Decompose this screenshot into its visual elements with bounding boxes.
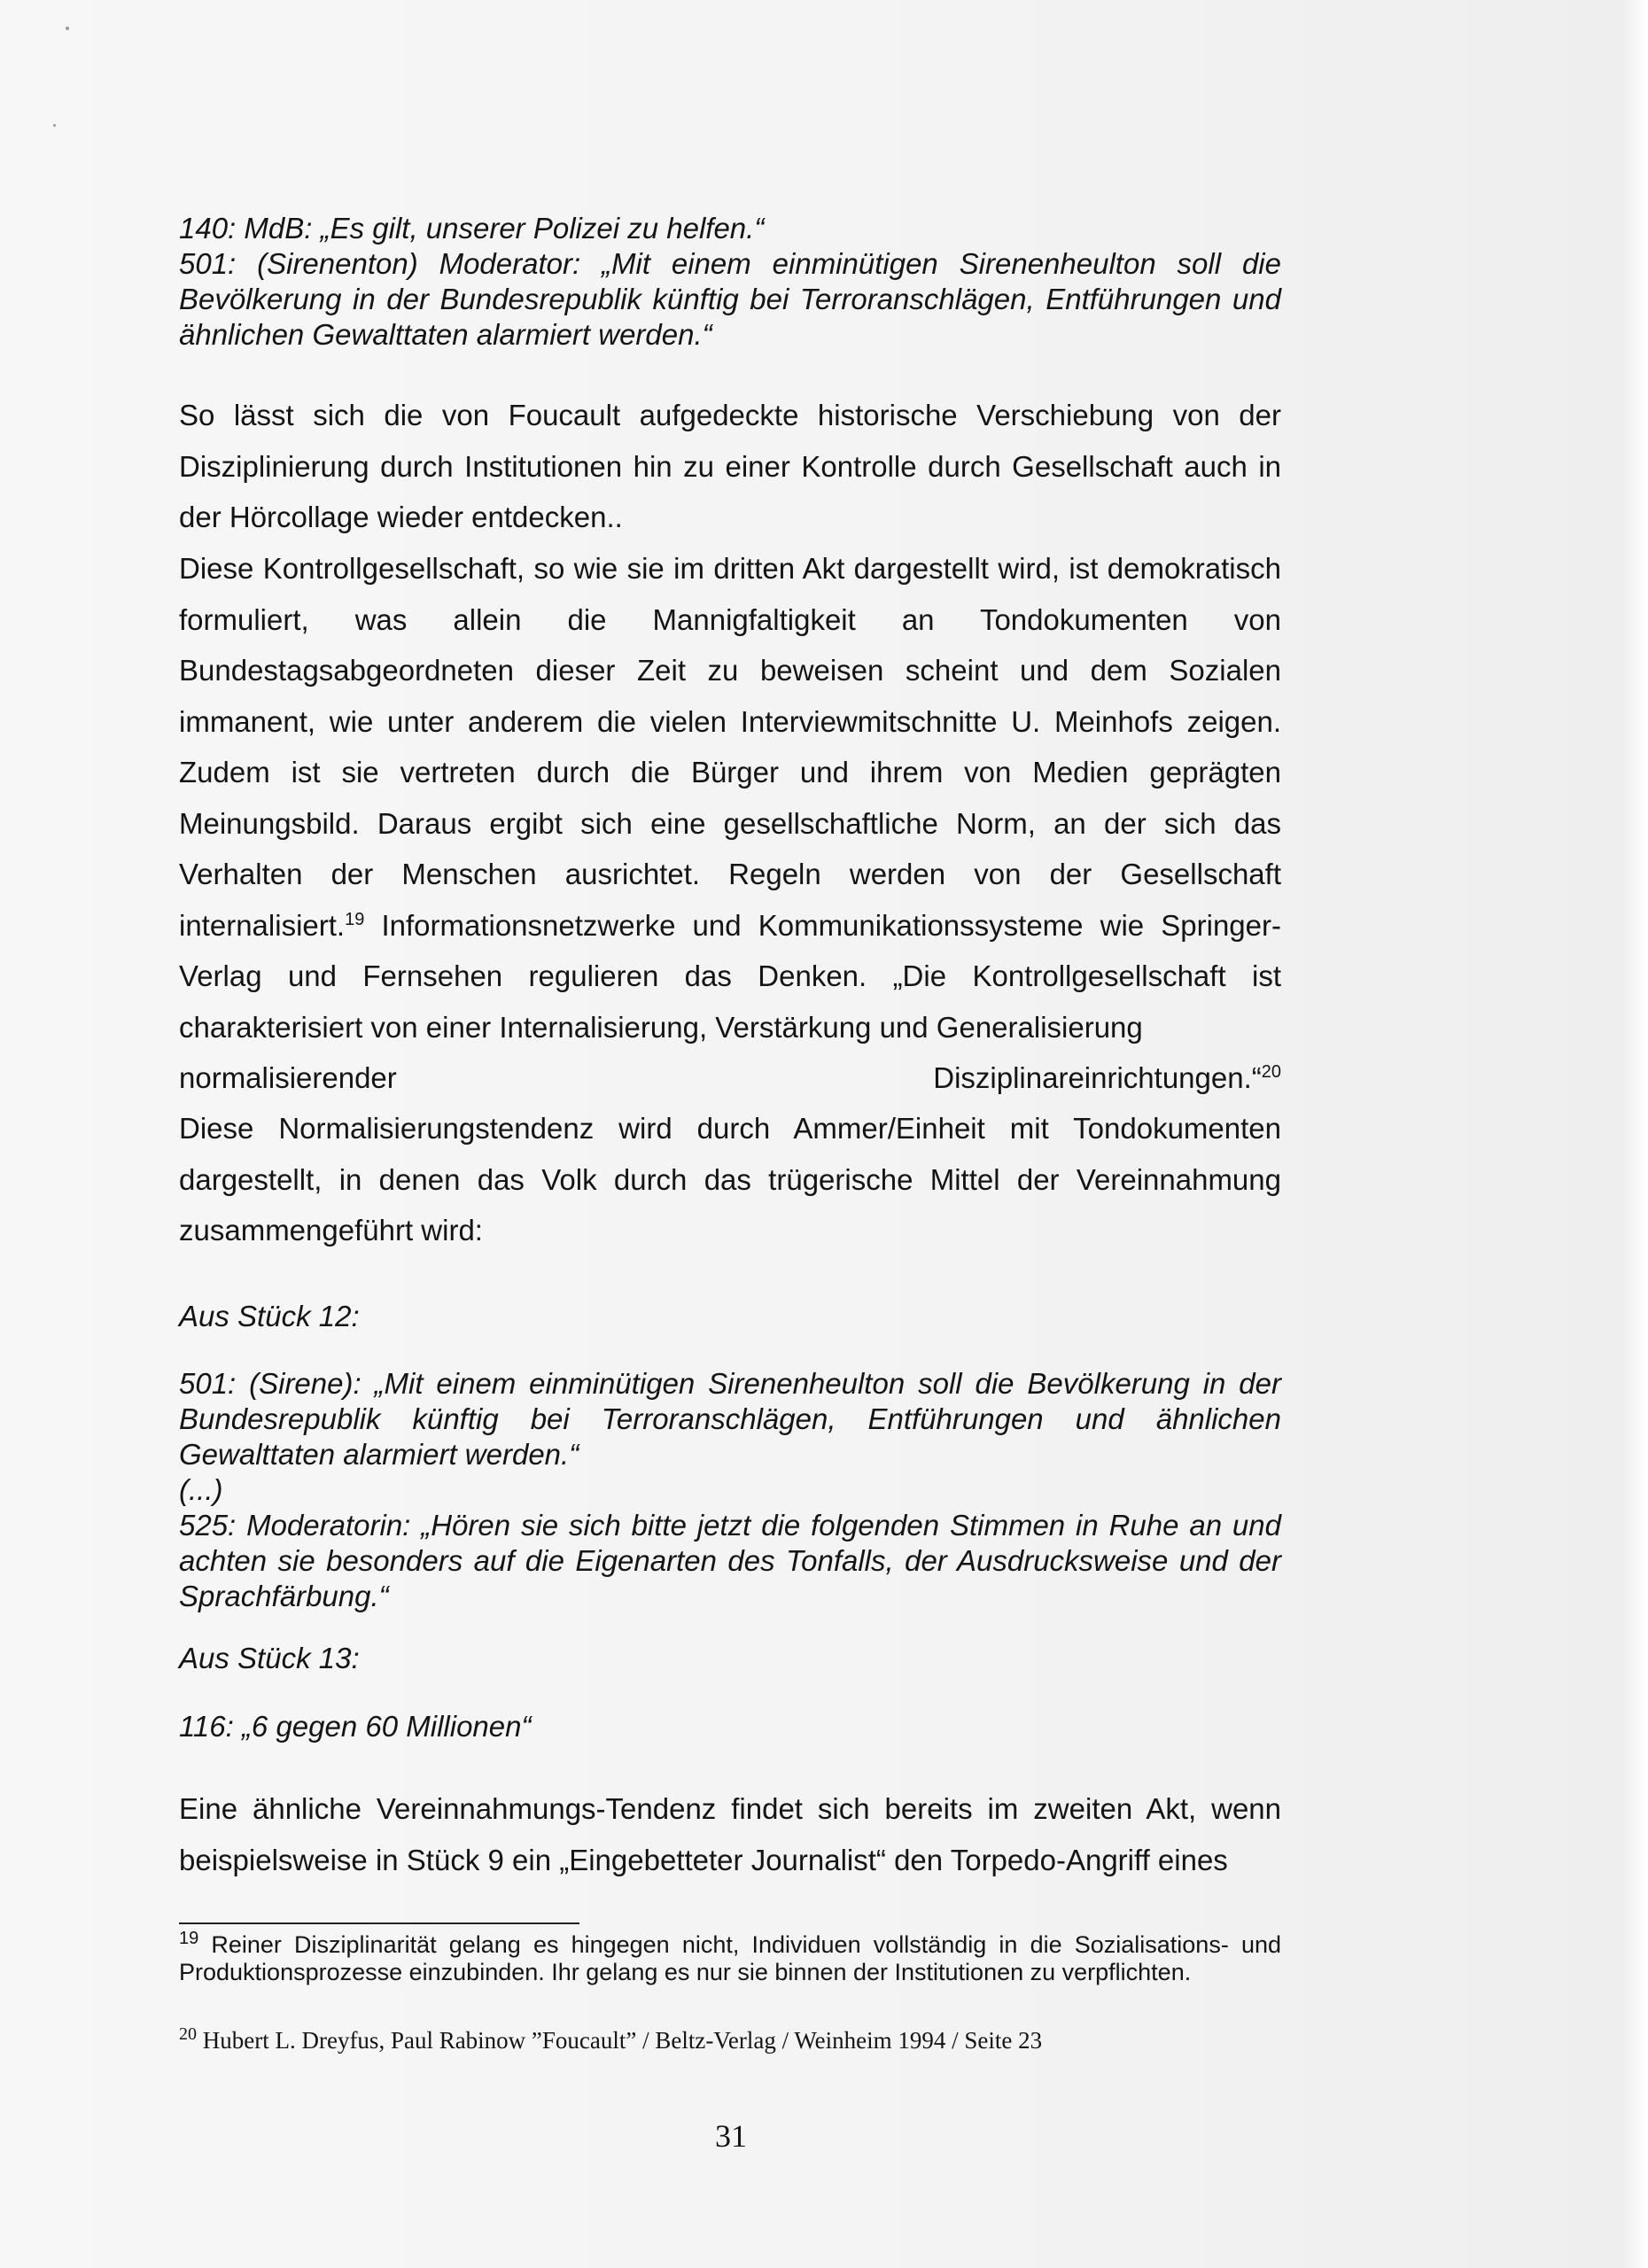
footnote-20 — [179, 2024, 1281, 2054]
footnote-number: 19 — [179, 1929, 199, 1948]
footnote-ref-20[interactable]: 20 — [1261, 1062, 1281, 1082]
quote-line: 501: (Sirene): „Mit einem einminütigen Sirenenheulton soll die Bevölkerung in der Bundesrepublik künftig bei Terroranschlägen, Entführungen und ähnlichen Gewalttaten alarmiert werden.“ — [179, 1367, 1281, 1471]
scan-speck — [66, 27, 69, 30]
footnote-number: 20 — [179, 2024, 197, 2044]
quote-ellipsis: (...) — [179, 1473, 223, 1506]
paragraph-1 — [179, 390, 1281, 543]
quote-line: 501: (Sirenenton) Moderator: „Mit einem einminütigen Sirenenheulton soll die Bevölkerung in der Bundesrepublik künftig bei Terroranschlägen, Entführungen und ähnlichen Gewalttaten alarmiert werden.“ — [179, 247, 1281, 351]
scan-speck — [53, 124, 56, 127]
stueck-13-quotes — [179, 1709, 1281, 1744]
footnote-text: Hubert L. Dreyfus, Paul Rabinow ”Foucault” / Beltz-Verlag / Weinheim 1994 / Seite 23 — [197, 2027, 1043, 2054]
paragraph-text: Eine ähnliche Vereinnahmungs-Tendenz findet sich bereits im zweiten Akt, wenn beispielsweise in Stück 9 ein „Eingebetteter Journalist“ den Torpedo-Angriff eines — [179, 1792, 1281, 1876]
footnote-ref-19[interactable]: 19 — [345, 909, 365, 929]
quote-line: 525: Moderatorin: „Hören sie sich bitte jetzt die folgenden Stimmen in Ruhe an und achten sie besonders auf die Eigenarten des Tonfalls, der Ausdrucksweise und der Sprachfärbung.“ — [179, 1509, 1281, 1612]
paragraph-text: So lässt sich die von Foucault aufgedeckte historische Verschiebung von der Disziplinierung durch Institutionen hin zu einer Kontrolle durch Gesellschaft auch in der Hörcollage wieder entdecken.. — [179, 399, 1281, 533]
paragraph-text-part: Informationsnetzwerke und Kommunikationssysteme wie Springer-Verlag und Fernsehen regulieren das Denken. „Die Kontrollgesellschaft ist charakterisiert von einer Internalisierung, Verstärkung und Generalisierung — [179, 908, 1281, 1044]
paragraph-text — [179, 543, 1281, 1052]
paragraph-2 — [179, 543, 1281, 1104]
footnote-text: Reiner Disziplinarität gelang es hingegen nicht, Individuen vollständig in die Sozialisations- und Produktionsprozesse einzubinden. Ihr gelang es nur sie binnen der Institutionen zu verpflichten. — [179, 1931, 1281, 1985]
page-edge-shadow — [1621, 0, 1648, 2268]
stueck-12-heading-block — [179, 1299, 1281, 1334]
paragraph-4 — [179, 1783, 1281, 1885]
section-heading: Aus Stück 13: — [179, 1642, 360, 1674]
stueck-13-heading-block — [179, 1641, 1281, 1676]
quote-line: 116: „6 gegen 60 Millionen“ — [179, 1710, 532, 1743]
paragraph-3 — [179, 1103, 1281, 1256]
paragraph-text-part: Disziplinareinrichtungen.“ — [933, 1061, 1262, 1094]
paragraph-last-line — [179, 1052, 1281, 1104]
quote-block-top — [179, 211, 1281, 353]
quote-line: 140: MdB: „Es gilt, unserer Polizei zu helfen.“ — [179, 212, 765, 245]
paragraph-text-part — [933, 1052, 1281, 1104]
stueck-12-quotes — [179, 1366, 1281, 1614]
paragraph-text: Diese Normalisierungstendenz wird durch Ammer/Einheit mit Tondokumenten dargestellt, in denen das Volk durch das trügerische Mittel der Vereinnahmung zusammengeführt wird: — [179, 1112, 1281, 1247]
paragraph-text-part: Diese Kontrollgesellschaft, so wie sie im dritten Akt dargestellt wird, ist demokratisch formuliert, was allein die Mannigfaltigkeit an Tondokumenten von Bundestagsabgeordneten dieser Zeit zu beweisen scheint und dem Sozialen immanent, wie unter anderem die vielen Interviewmitschnitte U. Meinhofs zeigen. Zudem ist sie vertreten durch die Bürger und ihrem von Medien geprägten Meinungsbild. Daraus ergibt sich eine gesellschaftliche Norm, an der sich das Verhalten der Menschen ausrichtet. Regeln werden von der Gesellschaft internalisiert. — [179, 552, 1281, 942]
page-number: 31 — [715, 2118, 747, 2154]
footnote-19 — [179, 1931, 1281, 1986]
section-heading: Aus Stück 12: — [179, 1300, 360, 1332]
footnote-separator — [179, 1922, 579, 1924]
paragraph-text-part: normalisierender — [179, 1061, 397, 1094]
